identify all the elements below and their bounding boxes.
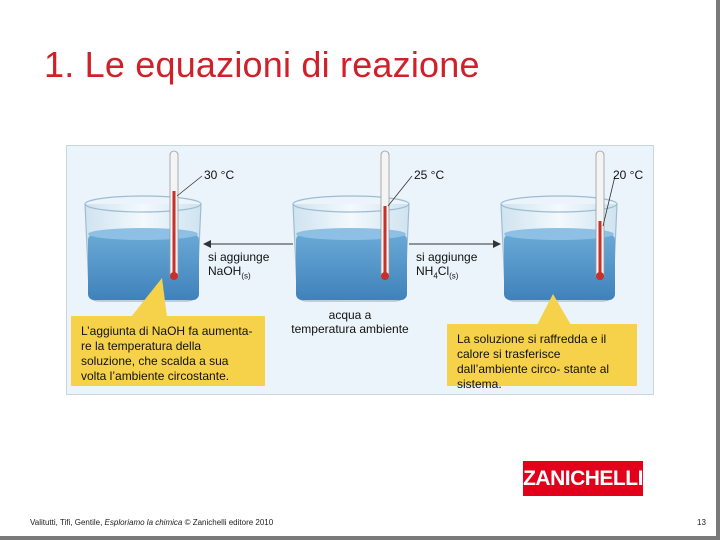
arrow-to-left bbox=[203, 240, 293, 248]
add-naoh-label: si aggiunge NaOH$_{(s)}$ bbox=[208, 250, 270, 281]
thermometer-left bbox=[170, 151, 178, 280]
thermometer-center bbox=[381, 151, 389, 280]
arrow-to-right bbox=[409, 240, 501, 248]
leader-left bbox=[177, 176, 202, 196]
publisher-logo: ZANICHELLI bbox=[523, 461, 643, 496]
temp-center-label: 25 °C bbox=[414, 168, 445, 182]
page-number: 13 bbox=[697, 518, 706, 527]
center-caption: acqua a temperatura ambiente bbox=[291, 308, 409, 336]
experiment-figure bbox=[66, 145, 654, 395]
beaker-left bbox=[85, 196, 201, 301]
temp-right-label: 20 °C bbox=[613, 168, 644, 182]
callout-right: La soluzione si raffredda e il calore si trasferisce dall’ambiente circo- stante al sistema. bbox=[447, 324, 637, 386]
leader-center bbox=[388, 176, 412, 206]
callout-left: L’aggiunta di NaOH fa aumenta- re la temperatura della soluzione, che scalda a sua volta l’ambiente circostante. bbox=[71, 316, 265, 386]
temp-left-label: 30 °C bbox=[204, 168, 235, 182]
beaker-center bbox=[293, 196, 409, 301]
footer-credit: Valitutti, Tifi, Gentile, Esploriamo la chimica © Zanichelli editore 2010 bbox=[30, 518, 274, 527]
thermometer-right bbox=[596, 151, 604, 280]
slide-title: 1. Le equazioni di reazione bbox=[44, 44, 480, 85]
add-nh4cl-label: si aggiunge $NH_4Cl_{(s)}$ bbox=[416, 250, 478, 281]
